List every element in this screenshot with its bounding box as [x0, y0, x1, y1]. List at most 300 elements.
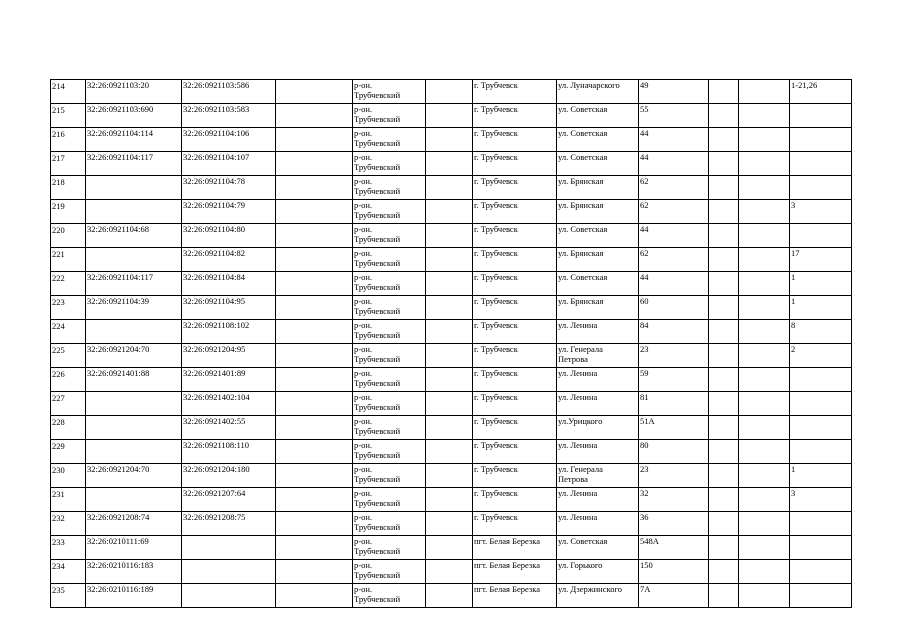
district-cell-line: р-он.: [354, 80, 373, 90]
district-cell-line: Трубчевский: [354, 546, 401, 556]
table-row: [51, 224, 852, 248]
house-number-cell: 44: [639, 272, 709, 296]
row-number-cell: 216: [51, 128, 86, 152]
district-cell-line: р-он.: [354, 272, 373, 282]
settlement-cell: г. Трубчевск: [473, 440, 557, 464]
blank-cell: [709, 368, 739, 392]
blank-cell: [739, 128, 790, 152]
district-cell-line: Трубчевский: [354, 330, 401, 340]
blank-cell: [739, 152, 790, 176]
row-number-cell: 225: [51, 344, 86, 368]
cadastral-number-cell: 32:26:0210111:69: [86, 536, 182, 560]
table-row: [51, 464, 852, 488]
blank-cell: [739, 584, 790, 608]
object-cadastral-number-cell: 32:26:0921104:84: [182, 272, 276, 296]
object-cadastral-number-cell: 32:26:0921104:78: [182, 176, 276, 200]
blank-cell: [739, 368, 790, 392]
house-number-cell: 23: [639, 464, 709, 488]
settlement-cell: г. Трубчевск: [473, 272, 557, 296]
table-row: [51, 344, 852, 368]
street-cell-line: ул.Урицкого: [558, 416, 603, 426]
row-number-cell: 224: [51, 320, 86, 344]
object-cadastral-number-cell: 32:26:0921402:55: [182, 416, 276, 440]
district-cell: [353, 152, 426, 176]
table-row: [51, 80, 852, 104]
blank-cell: [709, 176, 739, 200]
district-cell-line: Трубчевский: [354, 162, 401, 172]
street-cell-line: ул. Горького: [558, 560, 603, 570]
cadastral-number-cell: 32:26:0210116:183: [86, 560, 182, 584]
district-cell: [353, 368, 426, 392]
apartment-cell: 1-21,26: [790, 80, 852, 104]
district-cell: [353, 224, 426, 248]
settlement-cell: г. Трубчевск: [473, 128, 557, 152]
table-row: [51, 200, 852, 224]
street-cell-line: ул. Советская: [558, 104, 608, 114]
settlement-cell: г. Трубчевск: [473, 488, 557, 512]
district-cell: [353, 392, 426, 416]
settlement-cell: г. Трубчевск: [473, 368, 557, 392]
table-row: [51, 392, 852, 416]
street-cell: [557, 344, 639, 368]
cadastral-number-cell: 32:26:0921104:117: [86, 152, 182, 176]
apartment-cell: [790, 392, 852, 416]
district-cell-line: Трубчевский: [354, 378, 401, 388]
table-row: [51, 536, 852, 560]
blank-cell: [426, 464, 473, 488]
blank-cell: [426, 440, 473, 464]
street-cell-line: ул. Советская: [558, 536, 608, 546]
street-cell-line: ул. Генерала: [558, 464, 603, 474]
district-cell: [353, 296, 426, 320]
street-cell-line: ул. Дзержинского: [558, 584, 622, 594]
district-cell-line: Трубчевский: [354, 234, 401, 244]
house-number-cell: 36: [639, 512, 709, 536]
district-cell-line: Трубчевский: [354, 306, 401, 316]
row-number-cell: 229: [51, 440, 86, 464]
district-cell: [353, 344, 426, 368]
blank-cell: [276, 128, 353, 152]
blank-cell: [426, 584, 473, 608]
blank-cell: [709, 584, 739, 608]
object-cadastral-number-cell: 32:26:0921104:106: [182, 128, 276, 152]
blank-cell: [426, 368, 473, 392]
cadastral-number-cell: [86, 440, 182, 464]
street-cell-line: ул. Советская: [558, 272, 608, 282]
district-cell-line: р-он.: [354, 320, 373, 330]
district-cell-line: р-он.: [354, 416, 373, 426]
street-cell-line: ул. Ленина: [558, 440, 598, 450]
object-cadastral-number-cell: 32:26:0921104:80: [182, 224, 276, 248]
settlement-cell: пгт. Белая Березка: [473, 560, 557, 584]
object-cadastral-number-cell: 32:26:0921104:79: [182, 200, 276, 224]
district-cell-line: Трубчевский: [354, 450, 401, 460]
street-cell: [557, 416, 639, 440]
cadastral-number-cell: 32:26:0921103:690: [86, 104, 182, 128]
blank-cell: [276, 248, 353, 272]
blank-cell: [426, 560, 473, 584]
district-cell-line: Трубчевский: [354, 474, 401, 484]
table-row: [51, 440, 852, 464]
blank-cell: [426, 104, 473, 128]
blank-cell: [709, 464, 739, 488]
cadastral-number-cell: [86, 416, 182, 440]
street-cell: [557, 152, 639, 176]
blank-cell: [709, 344, 739, 368]
blank-cell: [276, 80, 353, 104]
row-number-cell: 227: [51, 392, 86, 416]
district-cell: [353, 512, 426, 536]
cadastral-number-cell: 32:26:0921204:70: [86, 344, 182, 368]
house-number-cell: 49: [639, 80, 709, 104]
blank-cell: [426, 512, 473, 536]
blank-cell: [276, 392, 353, 416]
blank-cell: [709, 296, 739, 320]
street-cell: [557, 104, 639, 128]
cadastral-number-cell: 32:26:0921204:70: [86, 464, 182, 488]
object-cadastral-number-cell: 32:26:0921401:89: [182, 368, 276, 392]
property-register-table: [50, 79, 852, 608]
object-cadastral-number-cell: [182, 536, 276, 560]
blank-cell: [426, 224, 473, 248]
district-cell-line: Трубчевский: [354, 114, 401, 124]
street-cell: [557, 320, 639, 344]
house-number-cell: 62: [639, 200, 709, 224]
district-cell: [353, 320, 426, 344]
object-cadastral-number-cell: 32:26:0921103:583: [182, 104, 276, 128]
blank-cell: [276, 272, 353, 296]
blank-cell: [276, 560, 353, 584]
table-row: [51, 320, 852, 344]
table-row: [51, 248, 852, 272]
cadastral-number-cell: [86, 200, 182, 224]
object-cadastral-number-cell: 32:26:0921402:104: [182, 392, 276, 416]
apartment-cell: [790, 176, 852, 200]
blank-cell: [426, 416, 473, 440]
blank-cell: [739, 80, 790, 104]
district-cell-line: р-он.: [354, 344, 373, 354]
blank-cell: [739, 104, 790, 128]
street-cell-line: ул. Ленина: [558, 512, 598, 522]
district-cell: [353, 104, 426, 128]
house-number-cell: 81: [639, 392, 709, 416]
object-cadastral-number-cell: 32:26:0921104:82: [182, 248, 276, 272]
house-number-cell: 62: [639, 176, 709, 200]
cadastral-number-cell: 32:26:0921401:88: [86, 368, 182, 392]
apartment-cell: 1: [790, 296, 852, 320]
street-cell-line: ул. Ленина: [558, 320, 598, 330]
district-cell-line: р-он.: [354, 176, 373, 186]
street-cell-line: ул. Брянская: [558, 176, 604, 186]
house-number-cell: 59: [639, 368, 709, 392]
apartment-cell: [790, 368, 852, 392]
blank-cell: [709, 488, 739, 512]
settlement-cell: г. Трубчевск: [473, 200, 557, 224]
district-cell: [353, 128, 426, 152]
district-cell-line: Трубчевский: [354, 138, 401, 148]
district-cell-line: Трубчевский: [354, 570, 401, 580]
table-row: [51, 272, 852, 296]
apartment-cell: 2: [790, 344, 852, 368]
street-cell: [557, 296, 639, 320]
district-cell: [353, 200, 426, 224]
district-cell: [353, 560, 426, 584]
street-cell: [557, 464, 639, 488]
blank-cell: [276, 488, 353, 512]
row-number-cell: 219: [51, 200, 86, 224]
house-number-cell: 32: [639, 488, 709, 512]
row-number-cell: 215: [51, 104, 86, 128]
blank-cell: [426, 272, 473, 296]
object-cadastral-number-cell: 32:26:0921108:110: [182, 440, 276, 464]
house-number-cell: 150: [639, 560, 709, 584]
street-cell: [557, 368, 639, 392]
row-number-cell: 218: [51, 176, 86, 200]
row-number-cell: 226: [51, 368, 86, 392]
blank-cell: [709, 440, 739, 464]
apartment-cell: 8: [790, 320, 852, 344]
object-cadastral-number-cell: [182, 584, 276, 608]
table-row: [51, 128, 852, 152]
house-number-cell: 60: [639, 296, 709, 320]
street-cell-line: ул. Ленина: [558, 368, 598, 378]
street-cell-line: ул. Брянская: [558, 296, 604, 306]
row-number-cell: 232: [51, 512, 86, 536]
street-cell-line: ул. Советская: [558, 152, 608, 162]
table-row: [51, 368, 852, 392]
cadastral-number-cell: [86, 176, 182, 200]
apartment-cell: [790, 440, 852, 464]
blank-cell: [709, 200, 739, 224]
apartment-cell: 1: [790, 464, 852, 488]
blank-cell: [739, 320, 790, 344]
street-cell: [557, 584, 639, 608]
apartment-cell: [790, 512, 852, 536]
blank-cell: [739, 560, 790, 584]
district-cell-line: Трубчевский: [354, 210, 401, 220]
blank-cell: [276, 320, 353, 344]
district-cell-line: Трубчевский: [354, 522, 401, 532]
street-cell: [557, 440, 639, 464]
street-cell: [557, 200, 639, 224]
settlement-cell: г. Трубчевск: [473, 224, 557, 248]
blank-cell: [426, 80, 473, 104]
table-row: [51, 296, 852, 320]
district-cell-line: р-он.: [354, 392, 373, 402]
object-cadastral-number-cell: 32:26:0921103:586: [182, 80, 276, 104]
blank-cell: [276, 296, 353, 320]
house-number-cell: 51А: [639, 416, 709, 440]
cadastral-number-cell: 32:26:0210116:189: [86, 584, 182, 608]
blank-cell: [709, 152, 739, 176]
house-number-cell: 84: [639, 320, 709, 344]
house-number-cell: 44: [639, 152, 709, 176]
row-number-cell: 233: [51, 536, 86, 560]
house-number-cell: 44: [639, 128, 709, 152]
house-number-cell: 44: [639, 224, 709, 248]
row-number-cell: 228: [51, 416, 86, 440]
district-cell-line: Трубчевский: [354, 402, 401, 412]
street-cell-line: ул. Луначарского: [558, 80, 620, 90]
row-number-cell: 231: [51, 488, 86, 512]
object-cadastral-number-cell: 32:26:0921108:102: [182, 320, 276, 344]
object-cadastral-number-cell: 32:26:0921204:180: [182, 464, 276, 488]
blank-cell: [709, 392, 739, 416]
district-cell-line: р-он.: [354, 128, 373, 138]
district-cell-line: р-он.: [354, 560, 373, 570]
district-cell: [353, 176, 426, 200]
table-row: [51, 104, 852, 128]
apartment-cell: [790, 536, 852, 560]
blank-cell: [276, 224, 353, 248]
blank-cell: [426, 488, 473, 512]
blank-cell: [276, 200, 353, 224]
blank-cell: [276, 176, 353, 200]
district-cell-line: Трубчевский: [354, 186, 401, 196]
blank-cell: [739, 272, 790, 296]
blank-cell: [739, 296, 790, 320]
district-cell-line: р-он.: [354, 248, 373, 258]
cadastral-number-cell: [86, 248, 182, 272]
blank-cell: [426, 200, 473, 224]
street-cell-line: ул. Ленина: [558, 392, 598, 402]
cadastral-number-cell: 32:26:0921103:20: [86, 80, 182, 104]
cadastral-number-cell: 32:26:0921104:68: [86, 224, 182, 248]
street-cell: [557, 128, 639, 152]
blank-cell: [709, 536, 739, 560]
settlement-cell: г. Трубчевск: [473, 176, 557, 200]
street-cell-line: ул. Брянская: [558, 200, 604, 210]
street-cell-line: Петрова: [558, 474, 588, 484]
blank-cell: [426, 344, 473, 368]
district-cell-line: р-он.: [354, 440, 373, 450]
row-number-cell: 230: [51, 464, 86, 488]
settlement-cell: г. Трубчевск: [473, 104, 557, 128]
blank-cell: [276, 104, 353, 128]
table-row: [51, 512, 852, 536]
street-cell: [557, 248, 639, 272]
district-cell-line: р-он.: [354, 512, 373, 522]
street-cell: [557, 536, 639, 560]
settlement-cell: г. Трубчевск: [473, 512, 557, 536]
blank-cell: [709, 416, 739, 440]
blank-cell: [426, 152, 473, 176]
row-number-cell: 234: [51, 560, 86, 584]
house-number-cell: 7А: [639, 584, 709, 608]
district-cell-line: р-он.: [354, 368, 373, 378]
apartment-cell: 17: [790, 248, 852, 272]
apartment-cell: [790, 152, 852, 176]
object-cadastral-number-cell: 32:26:0921104:95: [182, 296, 276, 320]
table-row: [51, 152, 852, 176]
street-cell-line: ул. Брянская: [558, 248, 604, 258]
blank-cell: [739, 440, 790, 464]
cadastral-number-cell: [86, 320, 182, 344]
district-cell: [353, 488, 426, 512]
blank-cell: [276, 464, 353, 488]
table-row: [51, 560, 852, 584]
blank-cell: [426, 128, 473, 152]
cadastral-number-cell: [86, 392, 182, 416]
table-row: [51, 488, 852, 512]
district-cell-line: Трубчевский: [354, 498, 401, 508]
object-cadastral-number-cell: 32:26:0921204:95: [182, 344, 276, 368]
district-cell: [353, 536, 426, 560]
blank-cell: [709, 104, 739, 128]
house-number-cell: 80: [639, 440, 709, 464]
settlement-cell: пгт. Белая Березка: [473, 536, 557, 560]
apartment-cell: [790, 104, 852, 128]
apartment-cell: [790, 584, 852, 608]
blank-cell: [426, 536, 473, 560]
object-cadastral-number-cell: 32:26:0921208:75: [182, 512, 276, 536]
blank-cell: [276, 368, 353, 392]
settlement-cell: г. Трубчевск: [473, 248, 557, 272]
district-cell: [353, 248, 426, 272]
settlement-cell: г. Трубчевск: [473, 152, 557, 176]
settlement-cell: г. Трубчевск: [473, 344, 557, 368]
cadastral-number-cell: 32:26:0921208:74: [86, 512, 182, 536]
row-number-cell: 214: [51, 80, 86, 104]
street-cell: [557, 80, 639, 104]
apartment-cell: 3: [790, 200, 852, 224]
district-cell: [353, 416, 426, 440]
blank-cell: [739, 200, 790, 224]
cadastral-number-cell: [86, 488, 182, 512]
apartment-cell: 3: [790, 488, 852, 512]
street-cell-line: ул. Генерала: [558, 344, 603, 354]
district-cell-line: Трубчевский: [354, 594, 401, 604]
cadastral-number-cell: 32:26:0921104:39: [86, 296, 182, 320]
district-cell-line: р-он.: [354, 488, 373, 498]
blank-cell: [739, 512, 790, 536]
district-cell-line: р-он.: [354, 584, 373, 594]
district-cell-line: р-он.: [354, 536, 373, 546]
blank-cell: [709, 80, 739, 104]
blank-cell: [426, 392, 473, 416]
district-cell: [353, 464, 426, 488]
street-cell: [557, 488, 639, 512]
district-cell-line: Трубчевский: [354, 282, 401, 292]
street-cell: [557, 272, 639, 296]
blank-cell: [709, 272, 739, 296]
blank-cell: [276, 416, 353, 440]
blank-cell: [709, 128, 739, 152]
district-cell-line: р-он.: [354, 200, 373, 210]
apartment-cell: [790, 224, 852, 248]
street-cell: [557, 512, 639, 536]
row-number-cell: 217: [51, 152, 86, 176]
street-cell: [557, 224, 639, 248]
blank-cell: [739, 224, 790, 248]
apartment-cell: [790, 416, 852, 440]
district-cell-line: р-он.: [354, 104, 373, 114]
blank-cell: [709, 512, 739, 536]
table-row: [51, 416, 852, 440]
object-cadastral-number-cell: [182, 560, 276, 584]
settlement-cell: г. Трубчевск: [473, 416, 557, 440]
blank-cell: [709, 248, 739, 272]
table-row: [51, 176, 852, 200]
street-cell: [557, 176, 639, 200]
blank-cell: [426, 296, 473, 320]
table-body: [51, 80, 852, 608]
blank-cell: [276, 152, 353, 176]
table-row: [51, 584, 852, 608]
district-cell-line: р-он.: [354, 296, 373, 306]
blank-cell: [426, 320, 473, 344]
object-cadastral-number-cell: 32:26:0921104:107: [182, 152, 276, 176]
